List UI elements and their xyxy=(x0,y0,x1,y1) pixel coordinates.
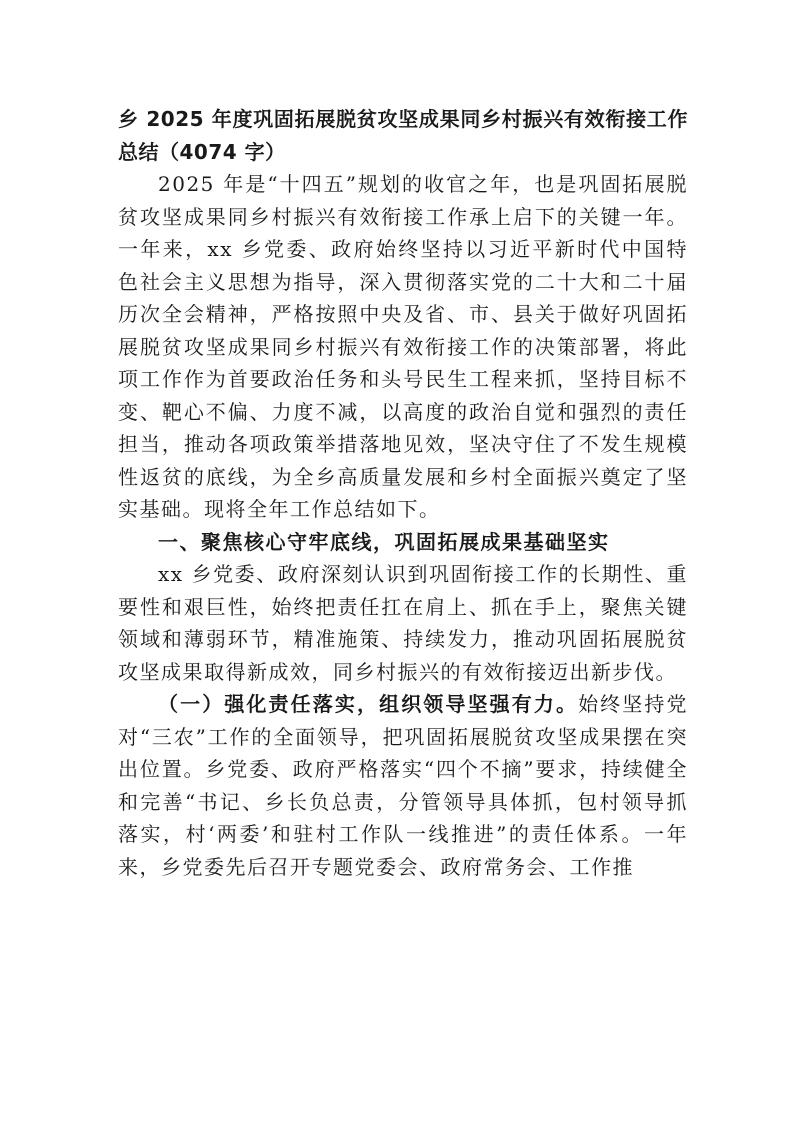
section-heading-1: 一、聚焦核心守牢底线，巩固拓展成果基础坚实 xyxy=(158,529,610,554)
subsection-1-paragraph xyxy=(118,688,688,883)
subsection-1-body: 始终坚持党对“三农”工作的全面领导，把巩固拓展脱贫攻坚成果摆在突出位置。乡党委、政府严格落实“四个不摘”要求，持续健全和完善“书记、乡长负总责，分管领导具体抓，包村领导抓落实，村‘两委’和驻村工作队一线推进”的责任体系。一年来，乡党委先后召开专题党委会、政府常务会、工作推 xyxy=(118,692,689,879)
section-1-paragraph: xx 乡党委、政府深刻认识到巩固衔接工作的长期性、重要性和艰巨性，始终把责任扛在肩上、抓在手上，聚焦关键领域和薄弱环节，精准施策、持续发力，推动巩固拓展脱贫攻坚成果取得新成效，同乡村振兴的有效衔接迈出新步伐。 xyxy=(118,562,688,684)
document-body xyxy=(118,103,688,883)
document-title: 乡 2025 年度巩固拓展脱贫攻坚成果同乡村振兴有效衔接工作总结（4074 字） xyxy=(118,107,688,164)
subsection-1-lead: （一）强化责任落实，组织领导坚强有力。 xyxy=(158,692,579,716)
intro-paragraph: 2025 年是“十四五”规划的收官之年，也是巩固拓展脱贫攻坚成果同乡村振兴有效衔接工作承上启下的关键一年。一年来，xx 乡党委、政府始终坚持以习近平新时代中国特色社会主义思想为指导，深入贯彻落实党的二十大和二十届历次全会精神，严格按照中央及省、市、县关于做好巩固拓展脱贫攻坚成果同乡村振兴有效衔接工作的决策部署，将此项工作作为首要政治任务和头号民生工程来抓，坚持目标不变、靶心不偏、力度不减，以高度的政治自觉和强烈的责任担当，推动各项政策举措落地见效，坚决守住了不发生规模性返贫的底线，为全乡高质量发展和乡村全面振兴奠定了坚实基础。现将全年工作总结如下。 xyxy=(118,172,688,521)
